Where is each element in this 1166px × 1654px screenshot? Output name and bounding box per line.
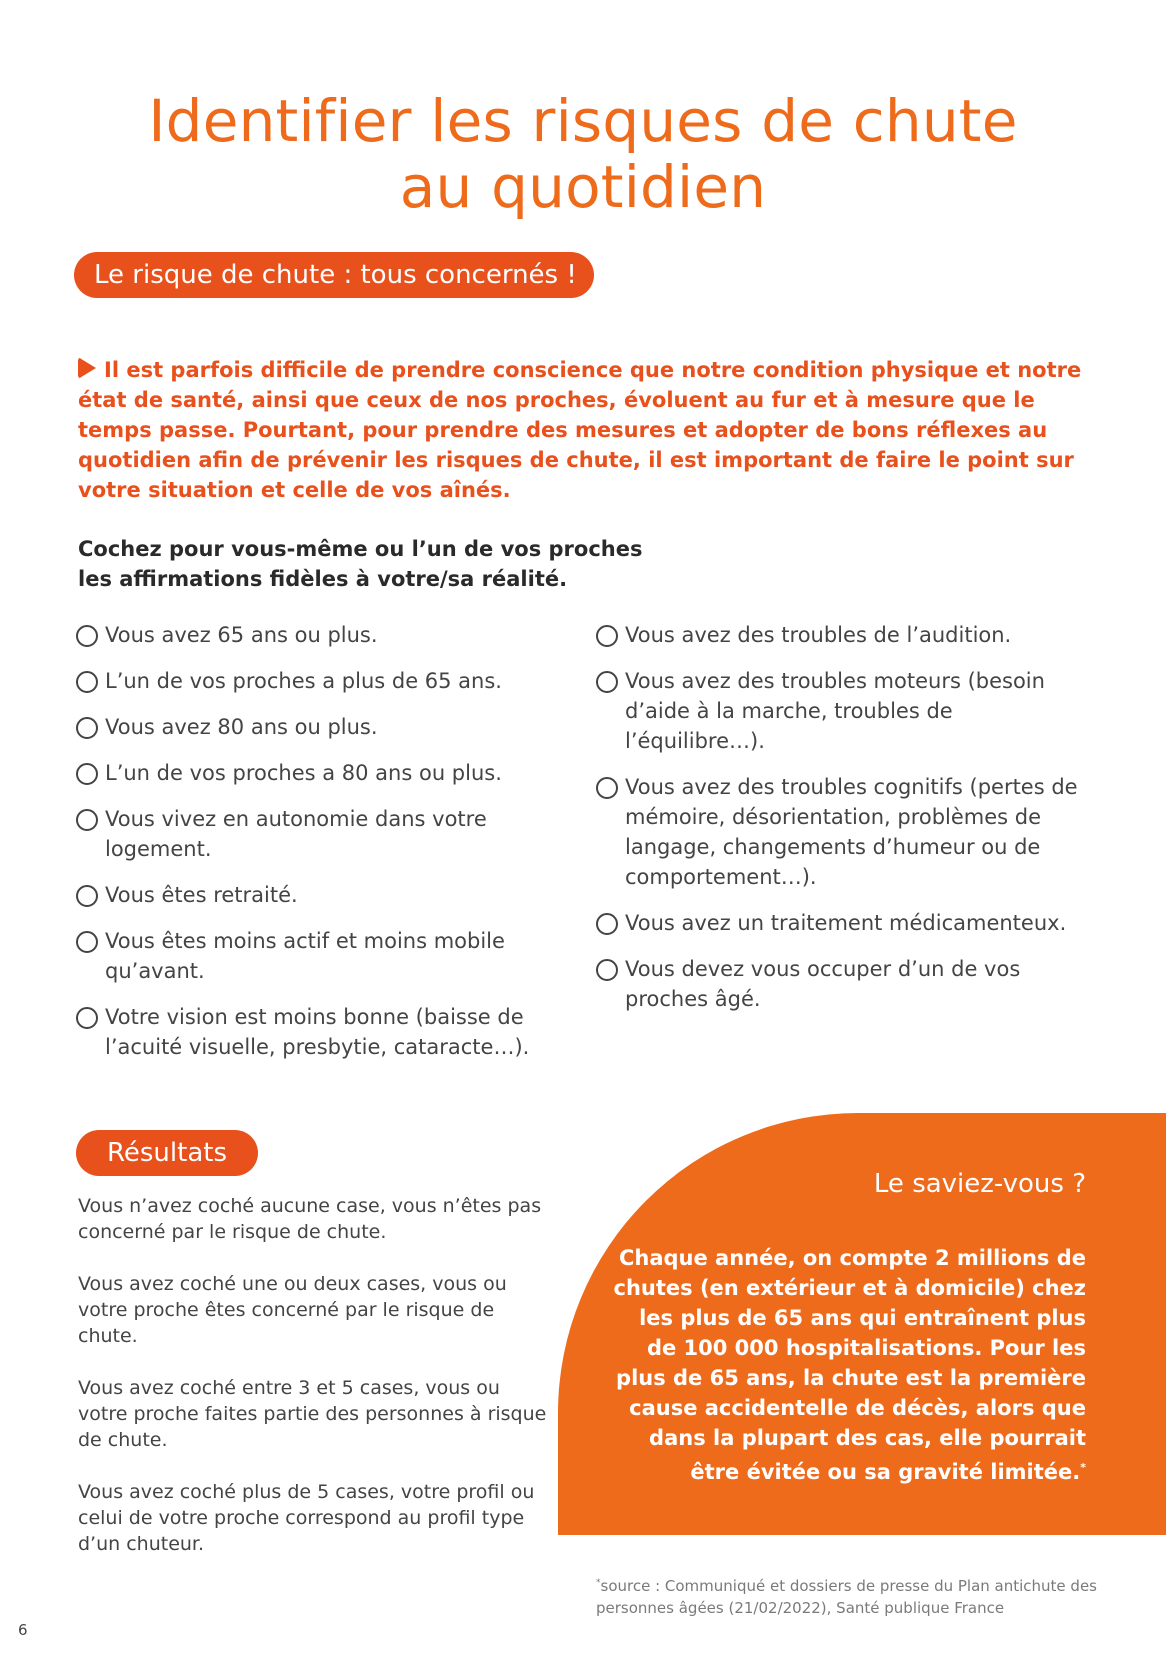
page-title [0, 88, 1166, 220]
checklist-item[interactable] [76, 712, 536, 742]
checklist-item-label: L’un de vos proches a plus de 65 ans. [105, 669, 502, 693]
checkbox-circle-icon[interactable] [76, 671, 98, 693]
checkbox-circle-icon[interactable] [76, 809, 98, 831]
checklist-item-label: Votre vision est moins bonne (baisse de l’acuité visuelle, presbytie, cataracte…). [105, 1005, 530, 1059]
arrow-icon [78, 357, 96, 379]
checklist-item-label: L’un de vos proches a 80 ans ou plus. [105, 761, 502, 785]
checklist-item[interactable] [76, 758, 536, 788]
checklist-item[interactable] [596, 620, 1096, 650]
checklist-item[interactable] [596, 954, 1096, 1014]
saviez-vous-text: Chaque année, on compte 2 millions de chutes (en extérieur et à domicile) chez les plus de 65 ans qui entraînent plus de 100 000 hospitalisations. Pour les plus de 65 ans, la chute est la première cause accidentelle de décès, alors que dans la plupart des cas, elle pourrait être évitée ou sa gravité limitée. [613, 1246, 1086, 1484]
checklist-item-label: Vous êtes retraité. [105, 883, 298, 907]
checklist-item-label: Vous devez vous occuper d’un de vos proches âgé. [625, 957, 1021, 1011]
results-paragraph: Vous avez coché une ou deux cases, vous ou votre proche êtes concerné par le risque de chute. [78, 1273, 507, 1347]
page-title-line-2: au quotidien [399, 153, 767, 221]
instruction-line-1: Cochez pour vous-même ou l’un de vos proches [78, 537, 643, 561]
checklist-item-label: Vous êtes moins actif et moins mobile qu’avant. [105, 929, 505, 983]
checkbox-circle-icon[interactable] [596, 959, 618, 981]
results-paragraph: Vous n’avez coché aucune case, vous n’êtes pas concerné par le risque de chute. [78, 1195, 542, 1243]
intro-text: Il est parfois difficile de prendre conscience que notre condition physique et notre état de santé, ainsi que ceux de nos proches, évoluent au fur et à mesure que le temps passe. Pourtant, pour prendre des mesures et adopter de bons réflexes au quotidien afin de prévenir les risques de chute, il est important de faire le point sur votre situation et celle de vos aînés. [78, 358, 1082, 502]
checklist-item[interactable] [596, 772, 1096, 892]
checkbox-circle-icon[interactable] [596, 913, 618, 935]
saviez-vous-title: Le saviez-vous ? [873, 1169, 1086, 1199]
results-text [78, 1193, 548, 1583]
checklist-item-label: Vous avez 80 ans ou plus. [105, 715, 378, 739]
source-footnote [596, 1572, 1136, 1619]
checklist-item[interactable] [76, 666, 536, 696]
results-paragraph: Vous avez coché entre 3 et 5 cases, vous ou votre proche faites partie des personnes à risque de chute. [78, 1377, 547, 1451]
checklist-right [596, 620, 1096, 1014]
checklist-left [76, 620, 536, 1062]
footnote-mark: * [1080, 1461, 1086, 1474]
checklist-item[interactable] [596, 908, 1096, 938]
page-title-line-1: Identifier les risques de chute [148, 87, 1018, 155]
checkbox-circle-icon[interactable] [596, 625, 618, 647]
checklist-instruction [78, 534, 718, 594]
saviez-vous-box [558, 1113, 1166, 1535]
checkbox-circle-icon[interactable] [76, 931, 98, 953]
checklist-item[interactable] [76, 880, 536, 910]
checklist-item-label: Vous avez des troubles cognitifs (pertes de mémoire, désorientation, problèmes de langage, changements d’humeur ou de comportement…). [625, 775, 1078, 889]
checklist-item-label: Vous vivez en autonomie dans votre logement. [105, 807, 487, 861]
checklist-item[interactable] [76, 804, 536, 864]
checkbox-circle-icon[interactable] [76, 1007, 98, 1029]
checkbox-circle-icon[interactable] [76, 763, 98, 785]
saviez-vous-body [606, 1243, 1086, 1487]
section-heading-risque: Le risque de chute : tous concernés ! [74, 252, 594, 298]
section-heading-resultats: Résultats [76, 1130, 258, 1176]
checkbox-circle-icon[interactable] [76, 885, 98, 907]
checklist-item-label: Vous avez des troubles de l’audition. [625, 623, 1012, 647]
checklist-item[interactable] [596, 666, 1096, 756]
instruction-line-2: les affirmations fidèles à votre/sa réalité. [78, 567, 568, 591]
checklist-item-label: Vous avez un traitement médicamenteux. [625, 911, 1067, 935]
checkbox-circle-icon[interactable] [76, 625, 98, 647]
checkbox-circle-icon[interactable] [596, 777, 618, 799]
checkbox-circle-icon[interactable] [596, 671, 618, 693]
checklist-item-label: Vous avez des troubles moteurs (besoin d’aide à la marche, troubles de l’équilibre…). [625, 669, 1045, 753]
checklist-item[interactable] [76, 926, 536, 986]
checklist-item-label: Vous avez 65 ans ou plus. [105, 623, 378, 647]
source-text: source : Communiqué et dossiers de presse du Plan antichute des personnes âgées (21/02/2022), Santé publique France [596, 1577, 1097, 1617]
results-paragraph: Vous avez coché plus de 5 cases, votre profil ou celui de votre proche correspond au profil type d’un chuteur. [78, 1481, 535, 1555]
checkbox-circle-icon[interactable] [76, 717, 98, 739]
source-mark: * [596, 1578, 601, 1588]
checklist-item[interactable] [76, 1002, 536, 1062]
checklist-item[interactable] [76, 620, 536, 650]
intro-paragraph [78, 355, 1088, 505]
page-number: 6 [18, 1621, 28, 1639]
